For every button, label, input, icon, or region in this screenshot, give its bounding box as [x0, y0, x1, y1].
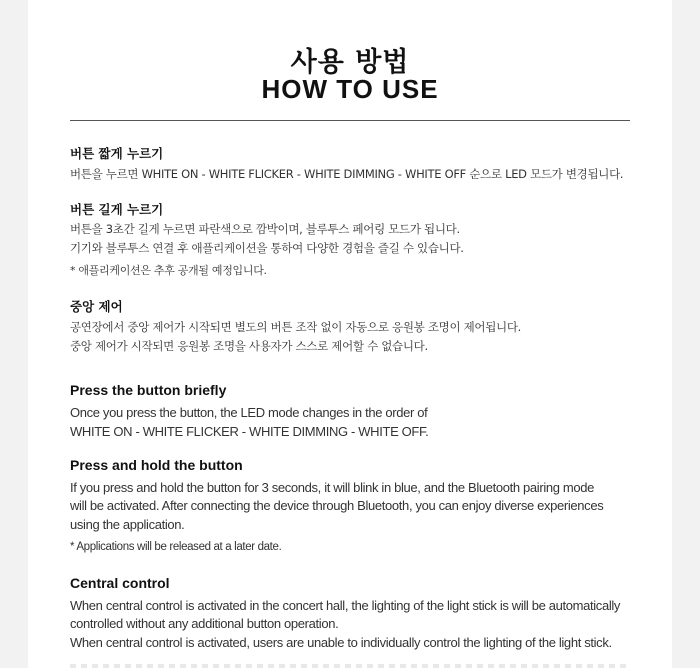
- en-long-press-line-2: will be activated. After connecting the device through Bluetooth, you can enjoy diverse experiences: [70, 498, 604, 513]
- en-short-press-line-1: Once you press the button, the LED mode changes in the order of: [70, 405, 428, 420]
- title-divider: [70, 120, 630, 121]
- en-short-press-heading: Press the button briefly: [70, 382, 227, 398]
- en-short-press-line-2: WHITE ON - WHITE FLICKER - WHITE DIMMING - WHITE OFF.: [70, 424, 429, 439]
- en-long-press-heading: Press and hold the button: [70, 457, 243, 473]
- en-long-press-note: * Applications will be released at a later date.: [70, 541, 282, 553]
- ko-long-press-line-2: 기기와 블루투스 연결 후 애플리케이션을 통하여 다양한 경험을 즐길 수 있습니다.: [70, 241, 464, 255]
- ko-long-press-note: * 애플리케이션은 추후 공개될 예정입니다.: [70, 264, 267, 277]
- en-central-control-line-2: controlled without any additional button operation.: [70, 616, 339, 631]
- ko-short-press-heading: 버튼 짧게 누르기: [70, 146, 164, 161]
- en-central-control-line-3: When central control is activated, users are unable to individually control the lighting of the light stick.: [70, 635, 612, 650]
- ko-central-control-heading: 중앙 제어: [70, 299, 123, 314]
- ko-long-press-line-1: 버튼을 3초간 길게 누르면 파란색으로 깜박이며, 블루투스 페어링 모드가 됩니다.: [70, 222, 460, 236]
- en-long-press-line-3: using the application.: [70, 517, 185, 532]
- ko-central-control-line-1: 공연장에서 중앙 제어가 시작되면 별도의 버튼 조작 없이 자동으로 응원봉 조명이 제어됩니다.: [70, 320, 522, 334]
- page-title-korean: 사용 방법: [290, 47, 410, 78]
- en-long-press-line-1: If you press and hold the button for 3 seconds, it will blink in blue, and the Bluetooth pairing mode: [70, 480, 595, 495]
- ko-central-control-line-2: 중앙 제어가 시작되면 응원봉 조명을 사용자가 스스로 제어할 수 없습니다.: [70, 339, 428, 353]
- page-title-english: HOW TO USE: [261, 74, 439, 104]
- en-central-control-line-1: When central control is activated in the concert hall, the lighting of the light stick is will be automatically: [70, 598, 621, 613]
- ko-long-press-heading: 버튼 길게 누르기: [70, 202, 164, 217]
- cut-off-content-edge: [70, 664, 630, 668]
- instruction-page: [28, 0, 672, 668]
- ko-short-press-line-1: 버튼을 누르면 WHITE ON - WHITE FLICKER - WHITE DIMMING - WHITE OFF 순으로 LED 모드가 변경됩니다.: [70, 167, 624, 181]
- en-central-control-heading: Central control: [70, 575, 170, 591]
